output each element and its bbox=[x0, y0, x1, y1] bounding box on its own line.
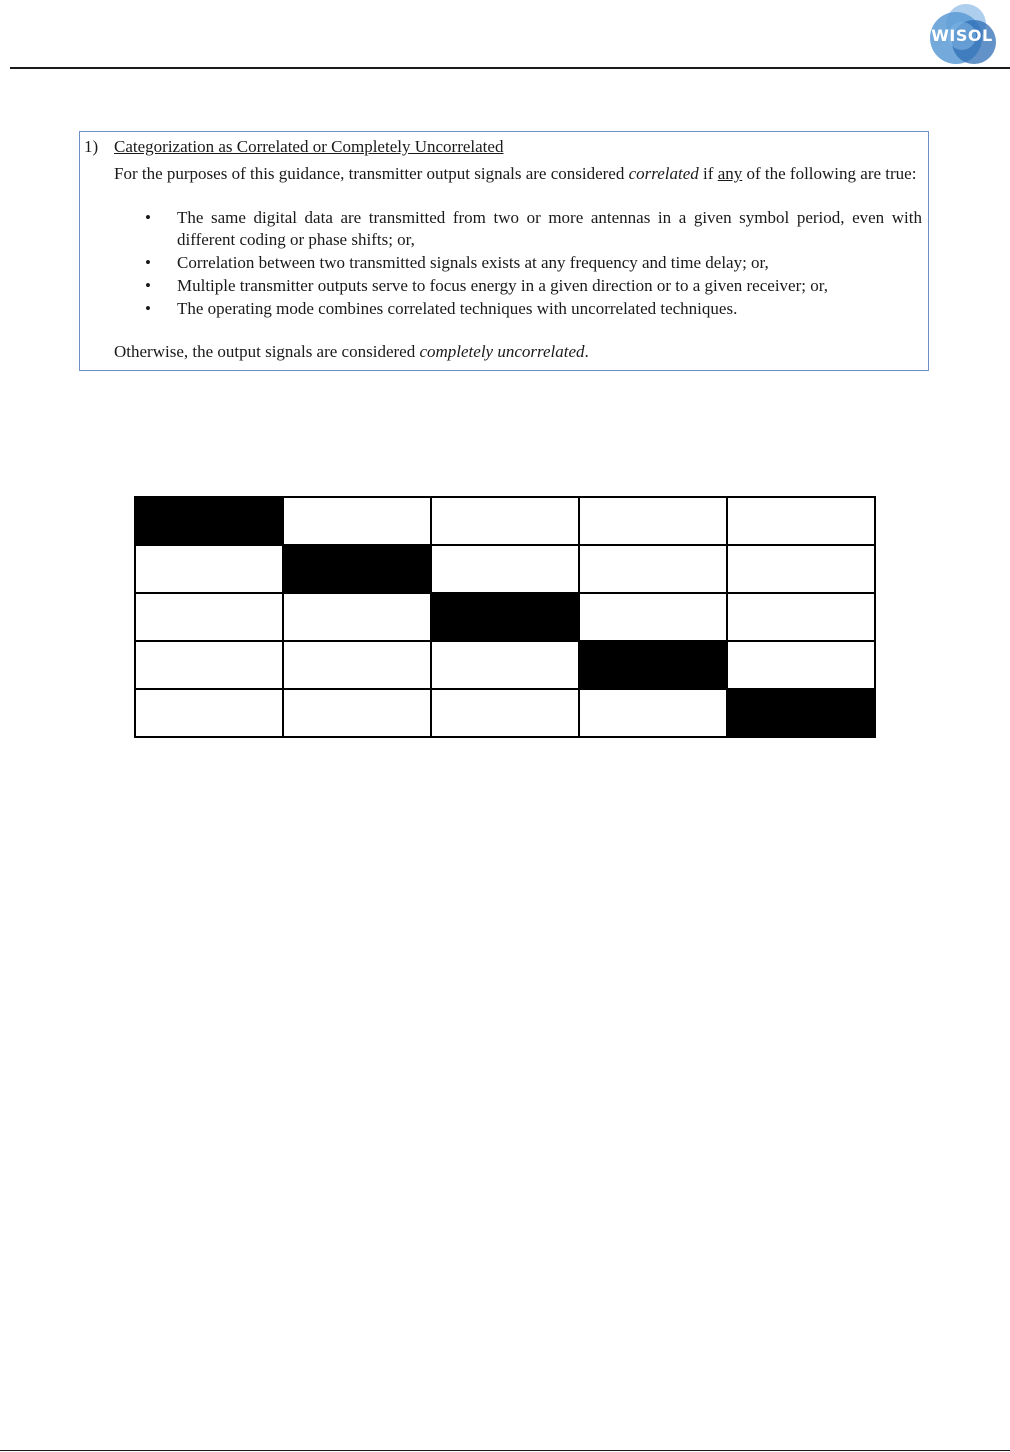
heading-title: Categorization as Correlated or Completely Uncorrelated bbox=[114, 137, 504, 156]
list-item: • The operating mode combines correlated techniques with uncorrelated techniques. bbox=[145, 299, 738, 318]
header-divider bbox=[10, 67, 1010, 69]
matrix-cell-diagonal bbox=[135, 497, 283, 545]
matrix-cell bbox=[727, 593, 875, 641]
matrix-cell bbox=[135, 641, 283, 689]
list-item: • The same digital data are transmitted from two or more antennas in a given symbol period, even with different coding or phase shifts; or, bbox=[145, 208, 922, 249]
table-row bbox=[135, 497, 875, 545]
term-correlated: correlated bbox=[628, 164, 699, 183]
matrix-cell bbox=[579, 689, 727, 737]
matrix-cell bbox=[283, 497, 431, 545]
matrix-cell bbox=[283, 641, 431, 689]
bullet-icon: • bbox=[145, 299, 151, 318]
otherwise-paragraph: Otherwise, the output signals are considered completely uncorrelated. bbox=[114, 342, 589, 361]
wisol-logo bbox=[926, 2, 998, 68]
logo-text: WISOL bbox=[931, 26, 993, 45]
matrix-cell bbox=[579, 497, 727, 545]
bullet-icon: • bbox=[145, 208, 151, 227]
quoted-excerpt bbox=[79, 131, 929, 371]
bullet-icon: • bbox=[145, 276, 151, 295]
list-item: • Multiple transmitter outputs serve to focus energy in a given direction or to a given receiver; or, bbox=[145, 276, 828, 295]
table-row bbox=[135, 641, 875, 689]
matrix-cell bbox=[579, 593, 727, 641]
matrix-cell-diagonal bbox=[727, 689, 875, 737]
footer-divider bbox=[0, 1450, 1010, 1451]
intro-paragraph: For the purposes of this guidance, transmitter output signals are considered correlated if any of the following are true: bbox=[114, 164, 917, 183]
matrix-cell bbox=[727, 641, 875, 689]
matrix-cell bbox=[431, 641, 579, 689]
matrix-cell-diagonal bbox=[431, 593, 579, 641]
criteria-list bbox=[114, 207, 922, 321]
table-row bbox=[135, 545, 875, 593]
matrix-cell bbox=[135, 689, 283, 737]
matrix-cell bbox=[431, 689, 579, 737]
matrix-cell bbox=[283, 593, 431, 641]
bullet-icon: • bbox=[145, 253, 151, 272]
term-any: any bbox=[717, 164, 743, 183]
correlation-matrix bbox=[134, 496, 876, 738]
excerpt-heading bbox=[84, 136, 503, 158]
matrix-cell-diagonal bbox=[579, 641, 727, 689]
list-item: • Correlation between two transmitted signals exists at any frequency and time delay; or, bbox=[145, 253, 769, 272]
term-completely-uncorrelated: completely uncorrelated bbox=[419, 342, 585, 361]
matrix-cell bbox=[727, 545, 875, 593]
matrix-cell bbox=[135, 593, 283, 641]
matrix-cell bbox=[431, 545, 579, 593]
matrix-cell bbox=[579, 545, 727, 593]
matrix-cell bbox=[135, 545, 283, 593]
matrix-cell bbox=[431, 497, 579, 545]
matrix-cell bbox=[283, 689, 431, 737]
matrix-cell bbox=[727, 497, 875, 545]
table-row bbox=[135, 689, 875, 737]
table-row bbox=[135, 593, 875, 641]
heading-number: 1) bbox=[84, 137, 99, 156]
matrix-cell-diagonal bbox=[283, 545, 431, 593]
